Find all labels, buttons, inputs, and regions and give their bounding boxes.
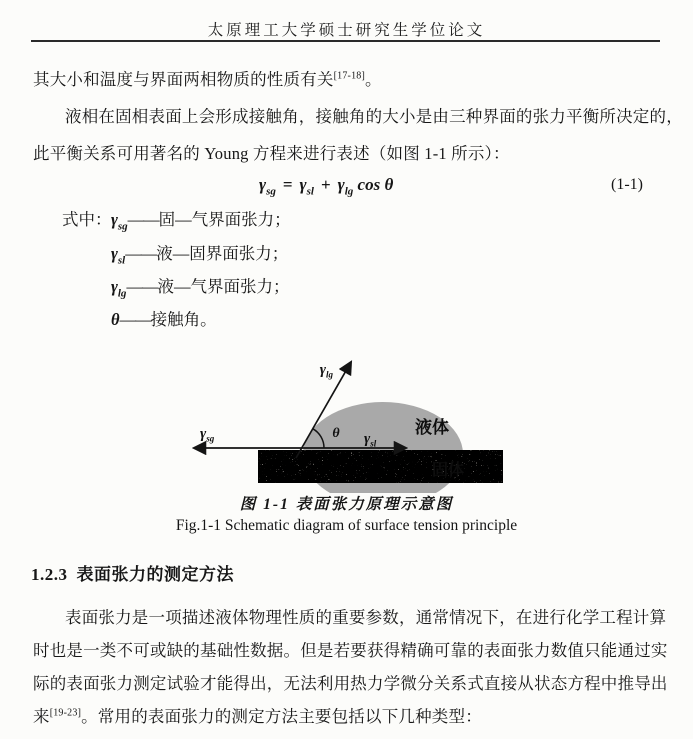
section-title: 表面张力的测定方法 bbox=[76, 565, 234, 584]
substrate-speckle bbox=[258, 450, 503, 483]
equation-plus: + bbox=[320, 175, 331, 194]
body-line-1 bbox=[33, 69, 382, 91]
gamma-sg-label: $\gamma_{sg}$ bbox=[200, 426, 215, 444]
def-symbol-gamma-sg: γ bbox=[111, 210, 118, 229]
citation-ref-19-23: [19-23] bbox=[49, 707, 82, 719]
body-line-1-text: 其大小和温度与界面两相物质的性质有关 bbox=[33, 70, 334, 89]
header-rule bbox=[31, 40, 660, 42]
where-label: 式中： bbox=[62, 210, 112, 229]
equation-sub-sg: sg bbox=[266, 185, 276, 198]
figure-caption-zh: 图 1-1 表面张力原理示意图 bbox=[239, 496, 454, 513]
def-text: 接触角。 bbox=[150, 310, 217, 329]
definition-row bbox=[62, 309, 217, 331]
def-symbol-gamma-sl: γ bbox=[111, 244, 118, 263]
def-dash: —— bbox=[126, 277, 158, 296]
solid-substrate bbox=[258, 450, 503, 483]
equation-gamma-lg: γ bbox=[337, 175, 345, 194]
def-text: 液—气界面张力； bbox=[157, 277, 290, 296]
equation-number: (1-1) bbox=[611, 176, 643, 193]
figure-1-1 bbox=[130, 348, 550, 493]
def-text: 固—气界面张力； bbox=[158, 210, 291, 229]
paragraph-2-line-4-post: 。常用的表面张力的测定方法主要包括以下几种类型： bbox=[81, 707, 482, 726]
def-sub-lg: lg bbox=[117, 287, 127, 300]
figure-caption-en: Fig.1-1 Schematic diagram of surface tension principle bbox=[175, 517, 518, 534]
equation-sub-sl: sl bbox=[306, 185, 314, 198]
def-dash: —— bbox=[119, 310, 151, 329]
solid-label: 固体 bbox=[431, 462, 465, 479]
def-text: 液—固界面张力； bbox=[156, 244, 289, 263]
def-dash: —— bbox=[125, 244, 157, 263]
equation-gamma-sg: γ bbox=[259, 175, 267, 194]
paragraph-1-line-2: 此平衡关系可用著名的 Young 方程来进行表述（如图 1-1 所示）： bbox=[33, 144, 510, 163]
body-line-1-period: 。 bbox=[365, 70, 382, 89]
equation-equals: = bbox=[282, 175, 293, 194]
paragraph-2-line-4-pre: 来 bbox=[33, 707, 50, 726]
def-sub-sg: sg bbox=[117, 220, 128, 233]
gamma-lg-label: $\gamma_{lg}$ bbox=[319, 362, 333, 380]
paragraph-2-line-3: 际的表面张力测定试验才能得出，无法利用热力学微分关系式直接从状态方程中推导出 bbox=[33, 674, 668, 693]
surface-tension-diagram bbox=[130, 348, 550, 493]
section-number: 1.2.3 bbox=[31, 565, 68, 584]
def-dash: —— bbox=[127, 210, 159, 229]
def-symbol-gamma-lg: γ bbox=[111, 277, 118, 296]
section-heading bbox=[31, 560, 234, 585]
paragraph-2-line-4 bbox=[33, 706, 482, 728]
definition-row bbox=[62, 209, 291, 231]
paragraph-2-line-1: 表面张力是一项描述液体物理性质的重要参数，通常情况下，在进行化学工程计算 bbox=[65, 608, 667, 627]
def-sub-sl: sl bbox=[117, 254, 126, 267]
equation-cos-theta: cos θ bbox=[357, 175, 394, 194]
page-header: 太原理工大学硕士研究生学位论文 bbox=[207, 22, 486, 39]
paragraph-1-line-1: 液相在固相表面上会形成接触角，接触角的大小是由三种界面的张力平衡所决定的， bbox=[65, 107, 683, 126]
equation-sub-lg: lg bbox=[344, 185, 354, 198]
theta-label: θ bbox=[332, 426, 340, 441]
paragraph-2-line-2: 时也是一类不可或缺的基础性数据。但是若要获得精确可靠的表面张力数值只能通过实 bbox=[33, 641, 668, 660]
def-symbol-theta: θ bbox=[111, 310, 120, 329]
citation-ref-17-18: [17-18] bbox=[333, 70, 365, 82]
definition-row bbox=[62, 243, 288, 265]
definition-row bbox=[62, 276, 289, 298]
liquid-label: 液体 bbox=[415, 418, 449, 437]
gamma-sl-label: $\gamma_{sl}$ bbox=[364, 431, 377, 449]
equation-gamma-sl: γ bbox=[299, 175, 307, 194]
young-equation bbox=[259, 175, 394, 198]
